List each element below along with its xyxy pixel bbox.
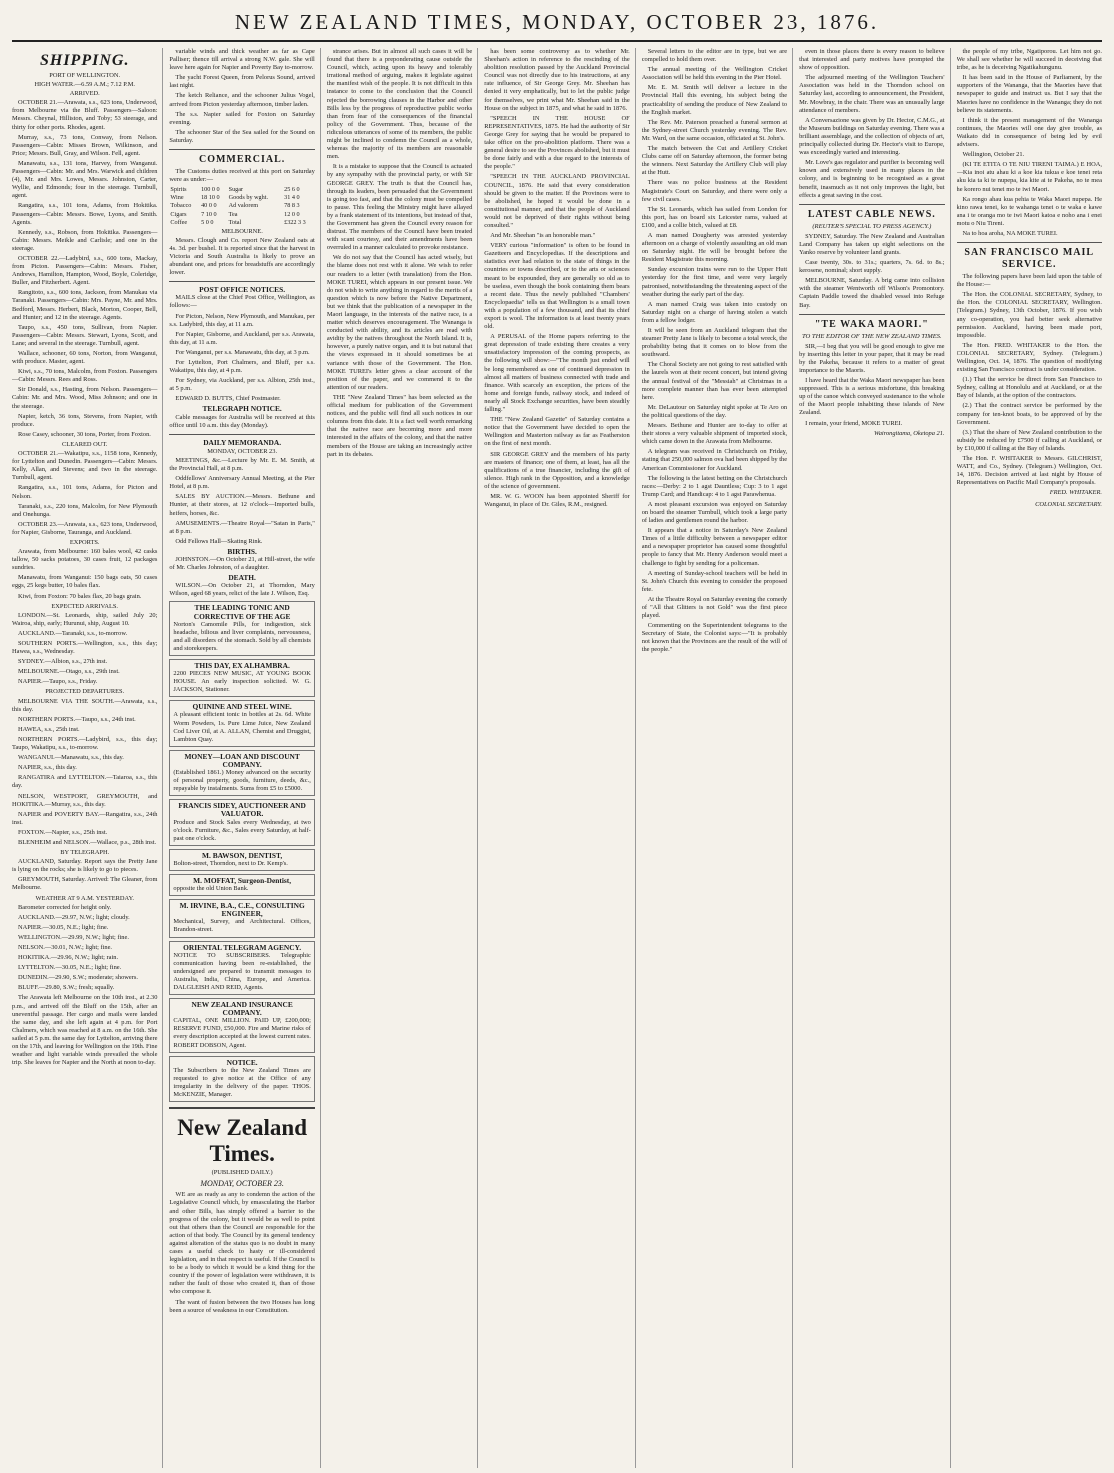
paragraph: (2.) That the contract service be performed by the company for ten-knot boats, to be approved of by the Government. <box>956 402 1102 426</box>
paragraph: VERY curious "information" is often to be found in Gazetteers and Encyclopedias. If the descriptions and statistics ever had relation to the state of things in the countries or towns described, or to the arts or sciences meant to be expounded, they are generally so old as to be useless, even though the book containing them bears a recent date. Thus the newly published "Chambers' Encyclopaedia" tells us that Wellington is a small town with a population of a few thousand, and that its chief export is wool. The information is at least twenty years old. <box>484 242 630 331</box>
death-notice: WILSON.—On October 21, at Thorndon, Mary Wilson, aged 68 years, relict of the late J. Wilson, Esq. <box>169 582 315 598</box>
paragraph: Arawata, from Melbourne: 160 bales wool, 42 casks tallow, 50 sacks potatoes, 30 cases fruit, 12 packages sundries. <box>12 548 158 572</box>
paragraph: A PERUSAL of the Home papers referring to the great depression of trade existing there creates a very unsatisfactory impression of the coming prospects, as the following will show:—"The month just ended will be long remembered as one of continued depression in almost all matters of business connected with trade and finance. With scarcely an exception, the prices of the home and foreign funds, railway stock, and indeed of nearly all Stock Exchange securities, have been steadily falling." <box>484 333 630 414</box>
closing-paragraph: The Arawata left Melbourne on the 10th inst., at 2.30 p.m., and arrived off the Bluff on the 15th, after an uneventful passage. Her cargo and mails were landed the same day, and she left again at 4 p.m. for Port Chalmers, which was reached at 8 a.m. on the 16th. She sailed at 5 p.m. the same day for Lyttelton, arriving there on the 17th, and leaving for Wellington on the 19th. Fine weather and light variable winds prevailed the whole trip. She leaves for Napier and the North at noon to-day. <box>12 994 158 1067</box>
paragraph: Kiwi, from Foxton: 70 bales flax, 20 bags grain. <box>18 592 142 600</box>
paragraph: (3.) That the share of New Zealand contribution to the subsidy be reduced by £7500 if calling at Auckland, or by £10,000 if calling at the Bay of Islands. <box>956 428 1102 452</box>
paragraph: SIR GEORGE GREY and the members of his party are masters of finance; one of them, at least, has all the qualifications of a true financier, including the gift of silence. High rank in the Opposition, and a knowledge of the science of government. <box>484 450 630 490</box>
divider <box>799 314 944 315</box>
advertisement <box>169 998 314 1053</box>
paragraph: MELBOURNE VIA THE SOUTH.—Arawata, s.s., this day. <box>12 697 158 713</box>
paragraph: It has been said in the House of Parliament, by the supporters of the Wananga, that the Maories have that newspaper to guide and instruct us. But I say that the Maories have no confidence in the Wananga; they do not believe its statements. <box>956 74 1102 114</box>
paragraph: "SPEECH IN THE HOUSE OF REPRESENTATIVES, 1875. He had the authority of Sir George Grey for saying that he would be prepared to take office on the pro-abolition platform. There was a general desire to see the Provinces abolished, but it must be done fairly and with a due regard to the interests of the people." <box>484 114 630 171</box>
weather-list <box>12 904 157 993</box>
paragraph: the people of my tribe, Ngatiporou. Let him not go. We shall see whether he will succeed in deceiving that tribe, as he is deceiving Ngatikahungunu. <box>956 48 1102 72</box>
paragraph: THE "New Zealand Gazette" of Saturday contains a notice that the Government have decided to open the Wellington and Masterton railway as far as Featherston on the first of next month. <box>484 416 630 448</box>
advertisement-body: CAPITAL, ONE MILLION. PAID UP, £200,000; RESERVE FUND, £50,000. Fire and Marine risks of every description accepted at the lowest current rates. ROBERT DOBSON, Agent. <box>173 1017 311 1049</box>
paragraph: BLUFF.—29.80, S.W.; fresh; squally. <box>18 984 115 992</box>
telegraph-notice-heading: TELEGRAPH NOTICE. <box>202 404 282 414</box>
column-2-commercial <box>169 48 320 1468</box>
leader-dateline: MONDAY, OCTOBER 23. <box>200 1179 284 1189</box>
melbourne-heading: MELBOURNE. <box>221 227 263 235</box>
post-office-list <box>169 294 314 403</box>
paragraph: The match between the Cut and Artillery Cricket Clubs came off on Saturday afternoon, the former being the winners. Next Saturday the Artillery Club will play at the Hutt. <box>641 145 788 177</box>
letter-body <box>799 343 944 428</box>
customs-cell: Sugar <box>228 186 244 194</box>
paragraph: Mr. DeLautour on Saturday night spoke at Te Aro on the political questions of the day. <box>641 403 788 419</box>
customs-row <box>169 202 314 210</box>
paragraph: AUCKLAND.—29.97, N.W.; light; cloudy. <box>18 913 130 921</box>
paragraph: MEETINGS, &c.—Lecture by Mr. E. M. Smith, at the Provincial Hall, at 8 p.m. <box>169 456 315 473</box>
paragraph: RANGATIRA and LYTTELTON.—Taiaroa, s.s., this day. <box>12 774 158 790</box>
advertisement-body: The Subscribers to the New Zealand Times are requested to give notice at the Office of any irregularity in the delivery of the paper. THOS. McKENZIE, Manager. <box>173 1066 311 1099</box>
paragraph: We do not say that the Council has acted wisely, but the blame does not rest with it alone. We wish to refer our readers to a letter (with translation) from the Hon. MOKE TUREI, which appears in our present issue. We do not wish to write anything in regard to the merits of a question which is now before the Native Department, but we think that the publication of a newspaper in the Maori language, in the interests of the native race, is a matter which deserves encouragement. The Wananga is conducted with ability, and its articles are read with avidity by the natives throughout the North Island. It is, however, a purely native organ, and it is but natural that the views expressed in it should sometimes be at variance with those of the Government. The Hon. MOKE TUREI's letter gives a clear account of the position of the paper, and we commend it to the attention of our readers. <box>326 254 473 391</box>
paragraph: AMUSEMENTS.—Theatre Royal—"Satan in Paris," at 8 p.m. <box>169 519 315 535</box>
advertisement <box>169 659 314 697</box>
customs-cell: Ad valorem <box>228 202 259 210</box>
births-notice: JOHNSTON.—On October 21, at Hill-street, the wife of Mr. Charles Johnston, of a daughter. <box>169 555 315 572</box>
column-6-cable <box>799 48 950 1468</box>
paragraph: SIR,—I beg that you will be good enough to give me by inserting this letter in your paper, that it may be read by the Pakeha, because it refers to a matter of great importance to the Maoris. <box>799 342 945 374</box>
paragraph: EDWARD D. BUTTS, Chief Postmaster. <box>175 395 281 403</box>
paragraph: The Choral Society are not going to rest satisfied with the laurels won at their recent concert, but intend giving the annual festival of the "Messiah" at Christmas in a more complete manner than has ever been attempted here. <box>641 361 788 401</box>
paragraph: Rangitoto, s.s., 600 tons, Jackson, from Manukau via Taranaki. Passengers—Cabin: Mrs. Payne, Mr. and Mrs. Bedford, Messrs. Herbert, Black, Morton, Cooper, Bell, and Hunter; and 12 in the steerage. Agents. <box>12 289 158 321</box>
paragraph: The St. Leonards, which has sailed from London for this port, has on board six Leicester rams, valued at £100, and a collie bitch, valued at £8. <box>641 205 788 229</box>
paragraph: MELBOURNE.—Otago, s.s., 29th inst. <box>18 668 120 676</box>
paragraph: Murray, s.s., 73 tons, Conway, from Nelson. Passengers—Cabin: Misses Brown, Wilkinson, and Price; Messrs. Bull, Gray, and Wilson. Fell, agent. <box>12 133 158 157</box>
expected-list <box>12 612 157 687</box>
advertisement <box>169 799 314 845</box>
paragraph: Wellington, October 21. <box>962 151 1025 159</box>
paragraph: MELBOURNE, Saturday. A brig came into collision with the steamer Wentworth off Wilson's Promontory. Captain Paddle towed the disabled vessel into Refuge Bay. <box>799 277 945 309</box>
paragraph: HAWEA, s.s., 25th inst. <box>18 725 80 733</box>
divider <box>169 434 314 435</box>
paragraph: WANGANUI.—Manawatu, s.s., this day. <box>18 754 124 762</box>
projected-heading: PROJECTED DEPARTURES. <box>45 688 125 696</box>
customs-cell: Coffee <box>170 218 188 226</box>
telegraph-heading: BY TELEGRAPH. <box>60 849 110 857</box>
paragraph: Rose Casey, schooner, 30 tons, Porter, from Foxton. <box>18 430 151 438</box>
signature-whitaker: FRED. WHITAKER. <box>1049 489 1102 497</box>
paragraph: Wallace, schooner, 60 tons, Norton, from Wanganui, with produce. Master, agent. <box>12 350 158 366</box>
paragraph: FOXTON.—Napier, s.s., 25th inst. <box>18 828 108 836</box>
paragraph: GREYMOUTH, Saturday. Arrived: The Gleaner, from Melbourne. <box>12 876 158 892</box>
paragraph: I have heard that the Waka Maori newspaper has been suppressed. This is a serious misfortune, this breaking up of the canoe which conveyed sustenance to the whole of the Maori people inhabiting these islands of New Zealand. <box>799 377 945 417</box>
advertisement-body: A pleasant efficient tonic in bottles at 2s. 6d. White Worm Powders, 1s. Pure Lime Juice, New Zealand Cod Liver Oil, at A. ALLAN, Chemist and Druggist, Lambton Quay. <box>173 711 311 743</box>
paragraph: Taranaki, s.s., 220 tons, Malcolm, for New Plymouth and Onehunga. <box>12 502 158 518</box>
divider <box>169 1107 314 1109</box>
cable-news-subheading: (REUTER'S SPECIAL TO PRESS AGENCY.) <box>812 222 932 230</box>
shipping-heading: SHIPPING. <box>39 52 130 69</box>
paragraph: For Napier, Gisborne, and Auckland, per s.s. Arawata, this day, at 11 a.m. <box>169 330 315 346</box>
advertisement-body: Norton's Camomile Pills, for indigestion, sick headache, bilious and liver complaints, nervousness, and all disorders of the stomach. Sold by all chemists and storekeepers. <box>173 620 311 652</box>
letter-heading: "TE WAKA MAORI." <box>814 318 929 330</box>
advertisement-title: THIS DAY, EX ALHAMBRA. <box>194 661 290 670</box>
telegraph-list <box>12 858 157 892</box>
exports-heading: EXPORTS. <box>69 538 100 546</box>
column-7-mail-service <box>957 48 1102 1468</box>
telegraph-notice: Cable messages for Australia will be received at this office until 10 a.m. this day (Monday). <box>169 413 315 429</box>
death-heading: DEATH. <box>228 573 256 583</box>
paragraph: WELLINGTON.—29.99, N.W.; light; fine. <box>18 933 129 941</box>
letter-place: Wairongitama, Oketopa 21. <box>874 429 945 437</box>
column-5-local <box>642 48 793 1468</box>
paragraph: OCTOBER 21.—Wakatipu, s.s., 1158 tons, Kennedy, for Lyttelton and Dunedin. Passengers—Cabin: Messrs. Kelly, Allan, and Stevens; and two in the steerage. Turnbull, agent. <box>12 450 158 482</box>
shipping-continued <box>169 48 314 145</box>
customs-cell: 100 0 0 <box>201 186 220 194</box>
newspaper-nameplate: New Zealand Times. <box>177 1115 307 1167</box>
customs-cell: Tea <box>228 210 238 218</box>
paragraph: NAPIER, s.s., this day. <box>18 764 77 772</box>
customs-cell: Total <box>228 218 242 226</box>
paragraph: OCTOBER 21.—Arawata, s.s., 623 tons, Underwood, from Melbourne via the Bluff. Passengers—Saloon: Messrs. Cheynal, Hilliston, and Toby; 53 steerage, and thirty for other ports. Rhodes, agent. <box>12 99 158 131</box>
paragraph: variable winds and thick weather as far as Cape Palliser; thence till arrival a strong N.W. gale. She will leave here again for Napier and Poverty Bay to-morrow. <box>169 48 315 72</box>
paragraph: has been some controversy as to whether Mr. Sheehan's action in reference to the rescinding of the abolition resolution passed by the Auckland Provincial Council was not directly due to his instructions, at any rate influence, of Sir George Grey. Mr. Sheehan has denied it very emphatically, but to let the public judge for themselves, we print what Mr. Sheehan said in the House on the subject in 1875, and what he said in 1876. <box>484 48 630 112</box>
paragraph: MR. W. G. WOON has been appointed Sheriff for Wanganui, in place of Dr. Giles, R.M., resigned. <box>484 492 630 509</box>
paragraph: Kennedy, s.s., Robson, from Hokitika. Passengers—Cabin: Messrs. Meikle and Carlisle; and one in the steerage. <box>12 228 158 252</box>
customs-cell: Wine <box>170 194 184 202</box>
paragraph: Mr. Love's gas regulator and purifier is becoming well known and extensively used in many places in the colony, and is beginning to be recognised as a great benefit, inasmuch as it not only improves the light, but effects a great saving in the cost. <box>799 159 945 199</box>
paragraph: A Conversazione was given by Dr. Hector, C.M.G., at the Museum buildings on Saturday evening. There was a brilliant assemblage, and the collection of objects of art, principally collected during Dr. Hector's visit to Europe, was exceedingly varied and interesting. <box>799 116 945 157</box>
customs-cell: 12 0 0 <box>284 210 300 218</box>
paragraph: The schooner Star of the Sea sailed for the Sound on Saturday. <box>169 128 315 144</box>
customs-row <box>169 186 314 194</box>
tides: HIGH WATER.—6.59 A.M.; 7.12 P.M. <box>34 81 135 89</box>
paragraph: The annual meeting of the Wellington Cricket Association will be held this evening in the Pier Hotel. <box>641 66 788 82</box>
advertisement <box>169 700 314 746</box>
advertisement-title: ORIENTAL TELEGRAM AGENCY. <box>183 942 302 952</box>
paragraph: A man named Craig was taken into custody on Saturday night on a charge of having stolen a watch from a fellow lodger. <box>641 300 788 324</box>
paragraph: The following is the latest betting on the Christchurch races:—Derby: 2 to 1 agst Dauntless; Cup: 3 to 1 agst Trump Card; and Handicap: 4 to 1 agst Parawhenua. <box>641 474 788 498</box>
daily-memoranda-date: MONDAY, OCTOBER 23. <box>207 447 278 455</box>
customs-note: The Customs duties received at this port on Saturday were as under:— <box>169 168 315 184</box>
paragraph: NORTHERN PORTS.—Taupo, s.s., 24th inst. <box>18 715 136 723</box>
paragraph: A meeting of Sunday-school teachers will be held in St. John's Church this evening to consider the proposed fete. <box>641 569 788 593</box>
paragraph: NELSON, WESTPORT, GREYMOUTH, and HOKITIKA.—Murray, s.s., this day. <box>12 792 158 808</box>
paragraph: strance arises. But in almost all such cases it will be found that there is a preponderating cause outside the Council, which, acting upon its heavy and tolerably irrational method of arguing, makes it legislate against the manifest wish of the people. It is not difficult in this instance to come to the conclusion that the Council rejected the borrowing clauses in the Harbor and other Bills less by the progress of reproductive public works than from fear of the consequences of the financial policy of the Government. Thus, because of the ridiculous utterances of some of its members, the public might be inclined to condemn the Council as a whole, whereas the majority of its members are reasonable men. <box>326 48 473 161</box>
san-francisco-heading: SAN FRANCISCO MAIL SERVICE. <box>964 247 1095 271</box>
paragraph: Napier, ketch, 36 tons, Stevens, from Napier, with produce. <box>12 412 158 428</box>
melbourne-paragraph: Messrs. Clough and Co. report New Zealand oats at 4s. 3d. per bushel. It is reported since that the harvest in Victoria and South Australia is likely to prove an abundant one, and prices for breadstuffs are accordingly lower. <box>169 236 315 277</box>
cleared-heading: CLEARED OUT. <box>62 440 108 448</box>
paragraph: Sir Donald, s.s., Hasting, from Nelson. Passengers—Cabin: Mr. and Mrs. Wood, Miss Johnson; and one in the steerage. <box>12 386 158 410</box>
advertisement-body: Produce and Stock Sales every Wednesday, at two o'clock. Furniture, &c., Sales every Saturday, at half-past one o'clock. <box>173 818 311 842</box>
letter-continued <box>957 48 1102 238</box>
paragraph: AUCKLAND.—Taranaki, s.s., to-morrow. <box>18 629 128 637</box>
customs-cell: Tobacco <box>170 202 192 210</box>
expected-heading: EXPECTED ARRIVALS. <box>51 602 119 610</box>
port-title: PORT OF WELLINGTON. <box>49 72 121 79</box>
paragraph: OCTOBER 22.—Ladybird, s.s., 600 tons, Mackay, from Picton. Passengers—Cabin: Messrs. Fisher, Andrews, Hamilton, Hampton, Wood, Boyle, Coleridge, Buller, and Fitzherbert. Agent. <box>12 254 158 287</box>
advertisement-title: NEW ZEALAND INSURANCE COMPANY. <box>191 1000 293 1018</box>
arrived-heading: ARRIVED. <box>69 90 100 98</box>
paragraph: A man named Dougherty was arrested yesterday afternoon on a charge of violently assaulting an old man on Saturday night. He will be brought before the Resident Magistrate this morning. <box>641 231 788 264</box>
advertisement-title: NOTICE. <box>226 1057 258 1067</box>
paragraph: The s.s. Napier sailed for Foxton on Saturday evening. <box>169 110 315 126</box>
san-francisco-list <box>957 273 1102 487</box>
paragraph: Sunday excursion trains were run to the Upper Hutt yesterday for the first time, and were very largely patronised, notwithstanding the threatening aspect of the weather during the early part of the day. <box>641 266 788 298</box>
paragraph: "SPEECH IN THE AUCKLAND PROVINCIAL COUNCIL, 1876. He said that every consideration should be given to the matter. If the Provinces were to be abolished, he hoped it would be done in a constitutional manner, and that the people of Auckland would not be deprived of their rights without being consulted." <box>484 173 630 229</box>
customs-cell: 5 0 0 <box>201 218 214 226</box>
advertisement <box>169 941 314 996</box>
customs-row <box>169 219 314 227</box>
advertisements <box>169 601 314 1102</box>
paragraph: NAPIER.—30.05, N.E.; light; fine. <box>18 923 109 931</box>
leader-article <box>169 1191 314 1314</box>
paragraph: The Hon. the COLONIAL SECRETARY, Sydney, to the Hon. the COLONIAL SECRETARY, Wellington. (Telegram.) Sydney, 13th October, 1876. If you wish any co-operation, you had better seek alternative permission. Auckland, having been made port, impossible. <box>956 291 1102 339</box>
paragraph: NORTHERN PORTS.—Ladybird, s.s., this day; Taupo, Wakatipu, s.s., to-morrow. <box>12 735 158 752</box>
paragraph: Ka rongo ahau kua pehia te Waka Maori nupepa. He kino rawa tenei, ko te wahanga tenei o te waka e kawe ana i te oranga mo te iwi Maori katoa e noho ana i enei motu o Niu Tireni. <box>956 195 1102 227</box>
paragraph: BLENHEIM and NELSON.—Wallace, p.s., 28th inst. <box>18 838 157 846</box>
paragraph: The following papers have been laid upon the table of the House:— <box>956 273 1102 289</box>
paragraph: even in those places there is every reason to believe that interested and party motives have prompted the show of opposition. <box>799 48 945 72</box>
post-office-heading: POST OFFICE NOTICES. <box>199 285 286 295</box>
paragraph: There was no police business at the Resident Magistrate's Court on Saturday, and there were only a few civil cases. <box>641 179 788 203</box>
paragraph: SALES BY AUCTION.—Messrs. Bethune and Hunter, at their stores, at 12 o'clock—Imported bulls, heifers, horses, &c. <box>169 493 315 517</box>
paragraph: For Sydney, via Auckland, per s.s. Albion, 25th inst., at 5 p.m. <box>169 377 315 393</box>
paragraph: Messrs. Bethune and Hunter are to-day to offer at their stores a very valuable shipment of imported stock, which came down in the Arawata from Melbourne. <box>641 422 788 446</box>
paragraph: DUNEDIN.—29.90, S.W.; moderate; showers. <box>18 974 138 982</box>
paragraph: And Mr. Sheehan "is an honorable man." <box>490 232 596 240</box>
paragraph: The ketch Reliance, and the schooner Julius Vogel, arrived from Picton yesterday afternoon, timber laden. <box>169 92 315 108</box>
customs-cell: Cigars <box>170 210 187 218</box>
paragraph: LYTTELTON.—30.05, N.E.; light; fine. <box>18 964 122 972</box>
paragraph: The Hon. F. WHITAKER to Messrs. GILCHRIST, WATT, and Co., Sydney. (Telegram.) Wellington, Oct. 14, 1876. Decision arrived at last night by House of Representatives on Pacific Mail Company's proposals. <box>956 455 1102 487</box>
daily-memoranda-heading: DAILY MEMORANDA. <box>203 437 282 447</box>
paragraph: NAPIER and POVERTY BAY.—Rangatira, s.s., 24th inst. <box>12 810 158 826</box>
advertisement <box>169 899 314 937</box>
cable-news-heading: LATEST CABLE NEWS. <box>807 208 936 220</box>
paragraph: The adjourned meeting of the Wellington Teachers' Association was held in the Thorndon school on Saturday last, according to announcement, the President, Mr. Mowbray, in the chair. There was an unusually large attendance of members. <box>799 74 945 114</box>
advertisement-title: FRANCIS SIDEY, AUCTIONEER AND VALUATOR. <box>178 801 306 819</box>
paragraph: Mr. E. M. Smith will deliver a lecture in the Provincial Hall this evening, his subject being the practicability of sending the produce of New Zealand to the English market. <box>641 84 788 116</box>
customs-cell: 40 0 0 <box>201 202 217 210</box>
customs-cell: 78 8 3 <box>284 202 300 210</box>
paragraph: NAPIER.—Taupo, s.s., Friday. <box>18 678 98 686</box>
paragraph: SOUTHERN PORTS.—Wellington, s.s., this day; Hawea, s.s., Wednesday. <box>12 640 158 656</box>
paragraph: NELSON.—30.01, N.W.; light; fine. <box>18 944 113 951</box>
customs-cell: Goods by wght. <box>228 194 269 202</box>
paragraph: A telegram was received in Christchurch on Friday, stating that 250,000 salmon ova had been shipped by the American Commissioner for Auckland. <box>641 448 788 472</box>
exports-list <box>12 548 157 601</box>
column-1-shipping <box>12 48 163 1468</box>
divider <box>957 242 1102 243</box>
cable-news-list <box>799 233 944 310</box>
paragraph: SYDNEY.—Albion, s.s., 27th inst. <box>18 658 108 666</box>
paragraph: The Rev. Mr. Paterson preached a funeral sermon at the Sydney-street Church yesterday evening. The Rev. Mr. Ward, on the same occasion, officiated at St. John's. <box>641 118 788 142</box>
divider <box>169 149 314 150</box>
advertisement-title: M. IRVINE, B.A., C.E., CONSULTING ENGINEER, <box>179 901 305 919</box>
advertisement-title: MONEY—LOAN AND DISCOUNT COMPANY. <box>184 751 300 769</box>
paragraph: Na to hoa aroha, NA MOKE TUREI. <box>962 229 1058 237</box>
paragraph: SYDNEY, Saturday. The New Zealand and Australian Land Company has taken up eight selections on the Yanko reserve by volunteer land grants. <box>799 232 945 256</box>
published-daily: (PUBLISHED DAILY.) <box>211 1169 273 1177</box>
advertisement-title: THE LEADING TONIC AND CORRECTIVE OF THE AGE <box>193 603 291 621</box>
advertisement <box>169 1056 314 1102</box>
customs-cell: £322 3 3 <box>284 218 306 226</box>
commercial-heading: COMMERCIAL. <box>198 154 286 166</box>
leader-continued <box>327 48 472 459</box>
masthead: NEW ZEALAND TIMES, MONDAY, OCTOBER 23, 1876. <box>12 10 1102 42</box>
paragraph: (KI TE ETITA O TE NIU TIRENI TAIMA.) E HOA,—Kia inoi atu ahau ki a koe kia tukua e koe tenei reta aku kia ta ki te nupepa, kia kite ai te Pakeha, no te mea he korero nui tenei mo te iwi Maori. <box>956 161 1102 193</box>
customs-cell: 7 10 0 <box>201 210 217 218</box>
paragraph: Kiwi, s.s., 70 tons, Malcolm, from Foxton. Passengers—Cabin: Messrs. Rees and Ross. <box>12 368 158 384</box>
paragraph: A most pleasant excursion was enjoyed on Saturday on board the steamer Turnbull, which took a large party of ladies and gentlemen round the harbor. <box>641 500 788 525</box>
cleared-list <box>12 450 157 537</box>
paragraph: The yacht Forest Queen, from Pelorus Sound, arrived last night. <box>169 74 315 90</box>
paragraph: Rangatira, s.s., 101 tons, Adams, for Picton and Nelson. <box>12 484 158 500</box>
paragraph: Taupo, s.s., 450 tons, Sullivan, from Napier. Passengers—Cabin: Messrs. Stewart, Lyons, Scott, and Lane; and several in the steerage. Turnbull, agent. <box>12 323 158 347</box>
columns <box>12 48 1102 1468</box>
customs-cell: 18 10 0 <box>201 194 220 202</box>
signature-colonial-secretary: COLONIAL SECRETARY. <box>1035 500 1102 508</box>
paragraph: Odd Fellows Hall—Skating Rink. <box>175 537 263 545</box>
customs-cell: Spirits <box>170 186 187 194</box>
paragraph: Commenting on the Superintendent telegrams to the Secretary of State, the Colonist says:—"It is probably not known that the Provinces are the result of the will of the people." <box>641 622 788 654</box>
advertisement-body: Bolton-street, Thorndon, next to Dr. Kemp's. <box>173 859 288 867</box>
paragraph: The want of fusion between the two Houses has long been a source of weakness in our Constitution. <box>169 1298 315 1314</box>
paragraph: Barometer corrected for height only. <box>18 903 112 911</box>
advertisement-body: NOTICE TO SUBSCRIBERS. Telegraphic communication having been re-established, the undersigned are prepared to transmit messages to Australia, India, China, Europe, and America. DALGLEISH AND REID, Agents. <box>173 951 311 991</box>
local-items <box>642 48 787 655</box>
paragraph: OCTOBER 23.—Arawata, s.s., 623 tons, Underwood, for Napier, Gisborne, Tauranga, and Auckland. <box>12 520 158 536</box>
advertisement-title: M. MOFFAT, Surgeon-Dentist, <box>193 875 292 885</box>
paragraph: It will be seen from an Auckland telegram that the steamer Pretty Jane is likely to become a total wreck, the probability being that it comes on to blow from the southward. <box>641 327 788 359</box>
paragraph: WE are as ready as any to condemn the action of the Legislative Council which, by emasculating the Harbor and other Bills, has simply offered a barrier to the progress of the colony, but it would be as well to point out that others than the Council are responsible for the action of that body. The Council by its general tendency against alteration of the status quo is no doubt in many cases a useful check to hasty or ill-considered legislation, and in that respect is useful. If the Council is to be a body to which it would be a kind thing for the country if the power of legislation were withdrawn, it is rather the fault of those who created it, than of those who compose it. <box>169 1191 315 1296</box>
divider <box>799 204 944 205</box>
advertisement-title: M. BAWSON, DENTIST, <box>202 850 283 860</box>
letter-subheading: TO THE EDITOR OF THE NEW ZEALAND TIMES. <box>801 332 942 340</box>
column-4-news <box>484 48 635 1468</box>
paragraph: Manawatu, from Wanganui: 150 bags oats, 50 cases eggs, 25 kegs butter, 10 bales flax. <box>12 574 158 590</box>
paragraph: For Picton, Nelson, New Plymouth, and Manukau, per s.s. Ladybird, this day, at 11 a.m. <box>169 312 315 328</box>
advertisement-title: QUININE AND STEEL WINE. <box>192 702 292 712</box>
paragraph: Several letters to the editor are in type, but we are compelled to hold them over. <box>641 48 788 64</box>
customs-row <box>169 194 314 202</box>
paragraph: I think it the present management of the Wananga continues, the Maories will one day give trouble, as Waikato did in consequence of being led by evil advisers. <box>956 116 1102 149</box>
weather-heading: WEATHER AT 9 A.M. YESTERDAY. <box>35 894 134 902</box>
paragraph: AUCKLAND, Saturday. Report says the Pretty Jane is lying on the rocks; she is likely to go to pieces. <box>12 858 158 874</box>
paragraph: Case twenty, 30s. to 31s.; quarters, 7s. 6d. to 8s.; kerosene, nominal; short supply. <box>799 259 945 275</box>
customs-row <box>169 211 314 219</box>
daily-memoranda-list <box>169 457 314 546</box>
customs-cell: 25 6 0 <box>284 186 300 194</box>
advertisement-body: Mechanical, Survey, and Architectural. Offices, Brandon-street. <box>173 918 311 934</box>
paragraph: For Lyttelton, Port Chalmers, and Bluff, per s.s. Wakatipu, this day, at 4 p.m. <box>169 359 315 375</box>
paragraph: The Hon. FRED. WHITAKER to the Hon. the COLONIAL SECRETARY, Sydney. (Telegram.) Wellington, Oct. 14, 1876. The question of modifying existing San Francisco contract is under consideration. <box>956 341 1102 374</box>
paragraph: Manawatu, s.s., 131 tons, Harvey, from Wanganui. Passengers—Cabin: Mr. and Mrs. Warwick and children (4), Mr. and Mrs. Lowes, Messrs. Johnston, Carter, Wyllie, and Edmonds; four in the steerage. Turnbull, agent. <box>12 159 158 200</box>
projected-list <box>12 698 157 848</box>
column-3-leader <box>327 48 478 1468</box>
paragraph: LONDON.—St. Leonards, ship, sailed July 20; Wairoa, ship, early; Hurunui, ship, August 10. <box>12 611 158 627</box>
paragraph: MAILS close at the Chief Post Office, Wellington, as follows:— <box>169 294 315 310</box>
customs-table <box>169 186 314 226</box>
births-heading: BIRTHS. <box>227 546 257 556</box>
local-items-continued <box>799 48 944 200</box>
paragraph: It appears that a notice in Saturday's New Zealand Times of a little difficulty between a newspaper editor and a newspaper proprietor has caused some thoughtful people to fancy that Mr. Henry Anderson would meet a challenge to fight by sending for a policeman. <box>641 527 788 567</box>
paragraph: Rangatira, s.s., 101 tons, Adams, from Hokitika. Passengers—Cabin: Messrs. Bowe, Lyons, and Smith. Agents. <box>12 202 158 226</box>
paragraph: At the Theatre Royal on Saturday evening the comedy of "All that Glitters is not Gold" was the first piece played. <box>641 595 788 620</box>
paragraph: For Wanganui, per s.s. Manawatu, this day, at 3 p.m. <box>175 348 310 356</box>
paragraph: HOKITIKA.—29.96, N.W.; light; rain. <box>18 954 119 962</box>
news-items <box>484 48 629 509</box>
paragraph: I remain, your friend, MOKE TUREI. <box>805 419 903 427</box>
arrivals-list <box>12 99 157 439</box>
paragraph: Oddfellows' Anniversary Annual Meeting, at the Pier Hotel, at 8 p.m. <box>169 475 315 491</box>
paragraph: THE "New Zealand Times" has been selected as the official medium for publication of the Government notices, and the public will find all such notices in our columns from this date. It is a fact well worth remarking that the native race are becoming more and more interested in the affairs of the colony, and that the native members of the House are taking an increasingly active part in its debates. <box>326 393 473 458</box>
advertisement-body: (Established 1861.) Money advanced on the security of personal property, goods, furniture, deeds, &c., repayable by instalments. Sums from £5 to £5000. <box>173 769 311 793</box>
divider <box>169 281 314 282</box>
advertisement-body: 2200 PIECES NEW MUSIC, AT YOUNG BOOK HOUSE. An early inspection solicited. W. G. JACKSON, Stationer. <box>173 670 311 694</box>
customs-cell: 31 4 0 <box>284 194 300 202</box>
paragraph: It is a mistake to suppose that the Council is actuated by any sympathy with the provincial party, or with Sir GEORGE GREY. The truth is that the Council has, through its leaders, been persuaded that the Government is going too fast, and that the colony must be compelled to pause. This feeling the Ministry might have allayed by a frank statement of its intentions, but instead of that, the Government has given the Council every reason for distrust. The members of the Council have been treated with scant courtesy, and their amendments have been overruled in a manner calculated to provoke resistance. <box>326 163 473 252</box>
advertisement <box>169 849 314 871</box>
advertisement-body: opposite the old Union Bank. <box>173 885 249 893</box>
advertisement <box>169 750 314 796</box>
advertisement <box>169 874 314 896</box>
paragraph: (1.) That the service be direct from San Francisco to Sydney, calling at Honolulu and at Auckland, or at the Bay of Islands, at the option of the contractors. <box>956 376 1102 400</box>
advertisement <box>169 601 314 656</box>
